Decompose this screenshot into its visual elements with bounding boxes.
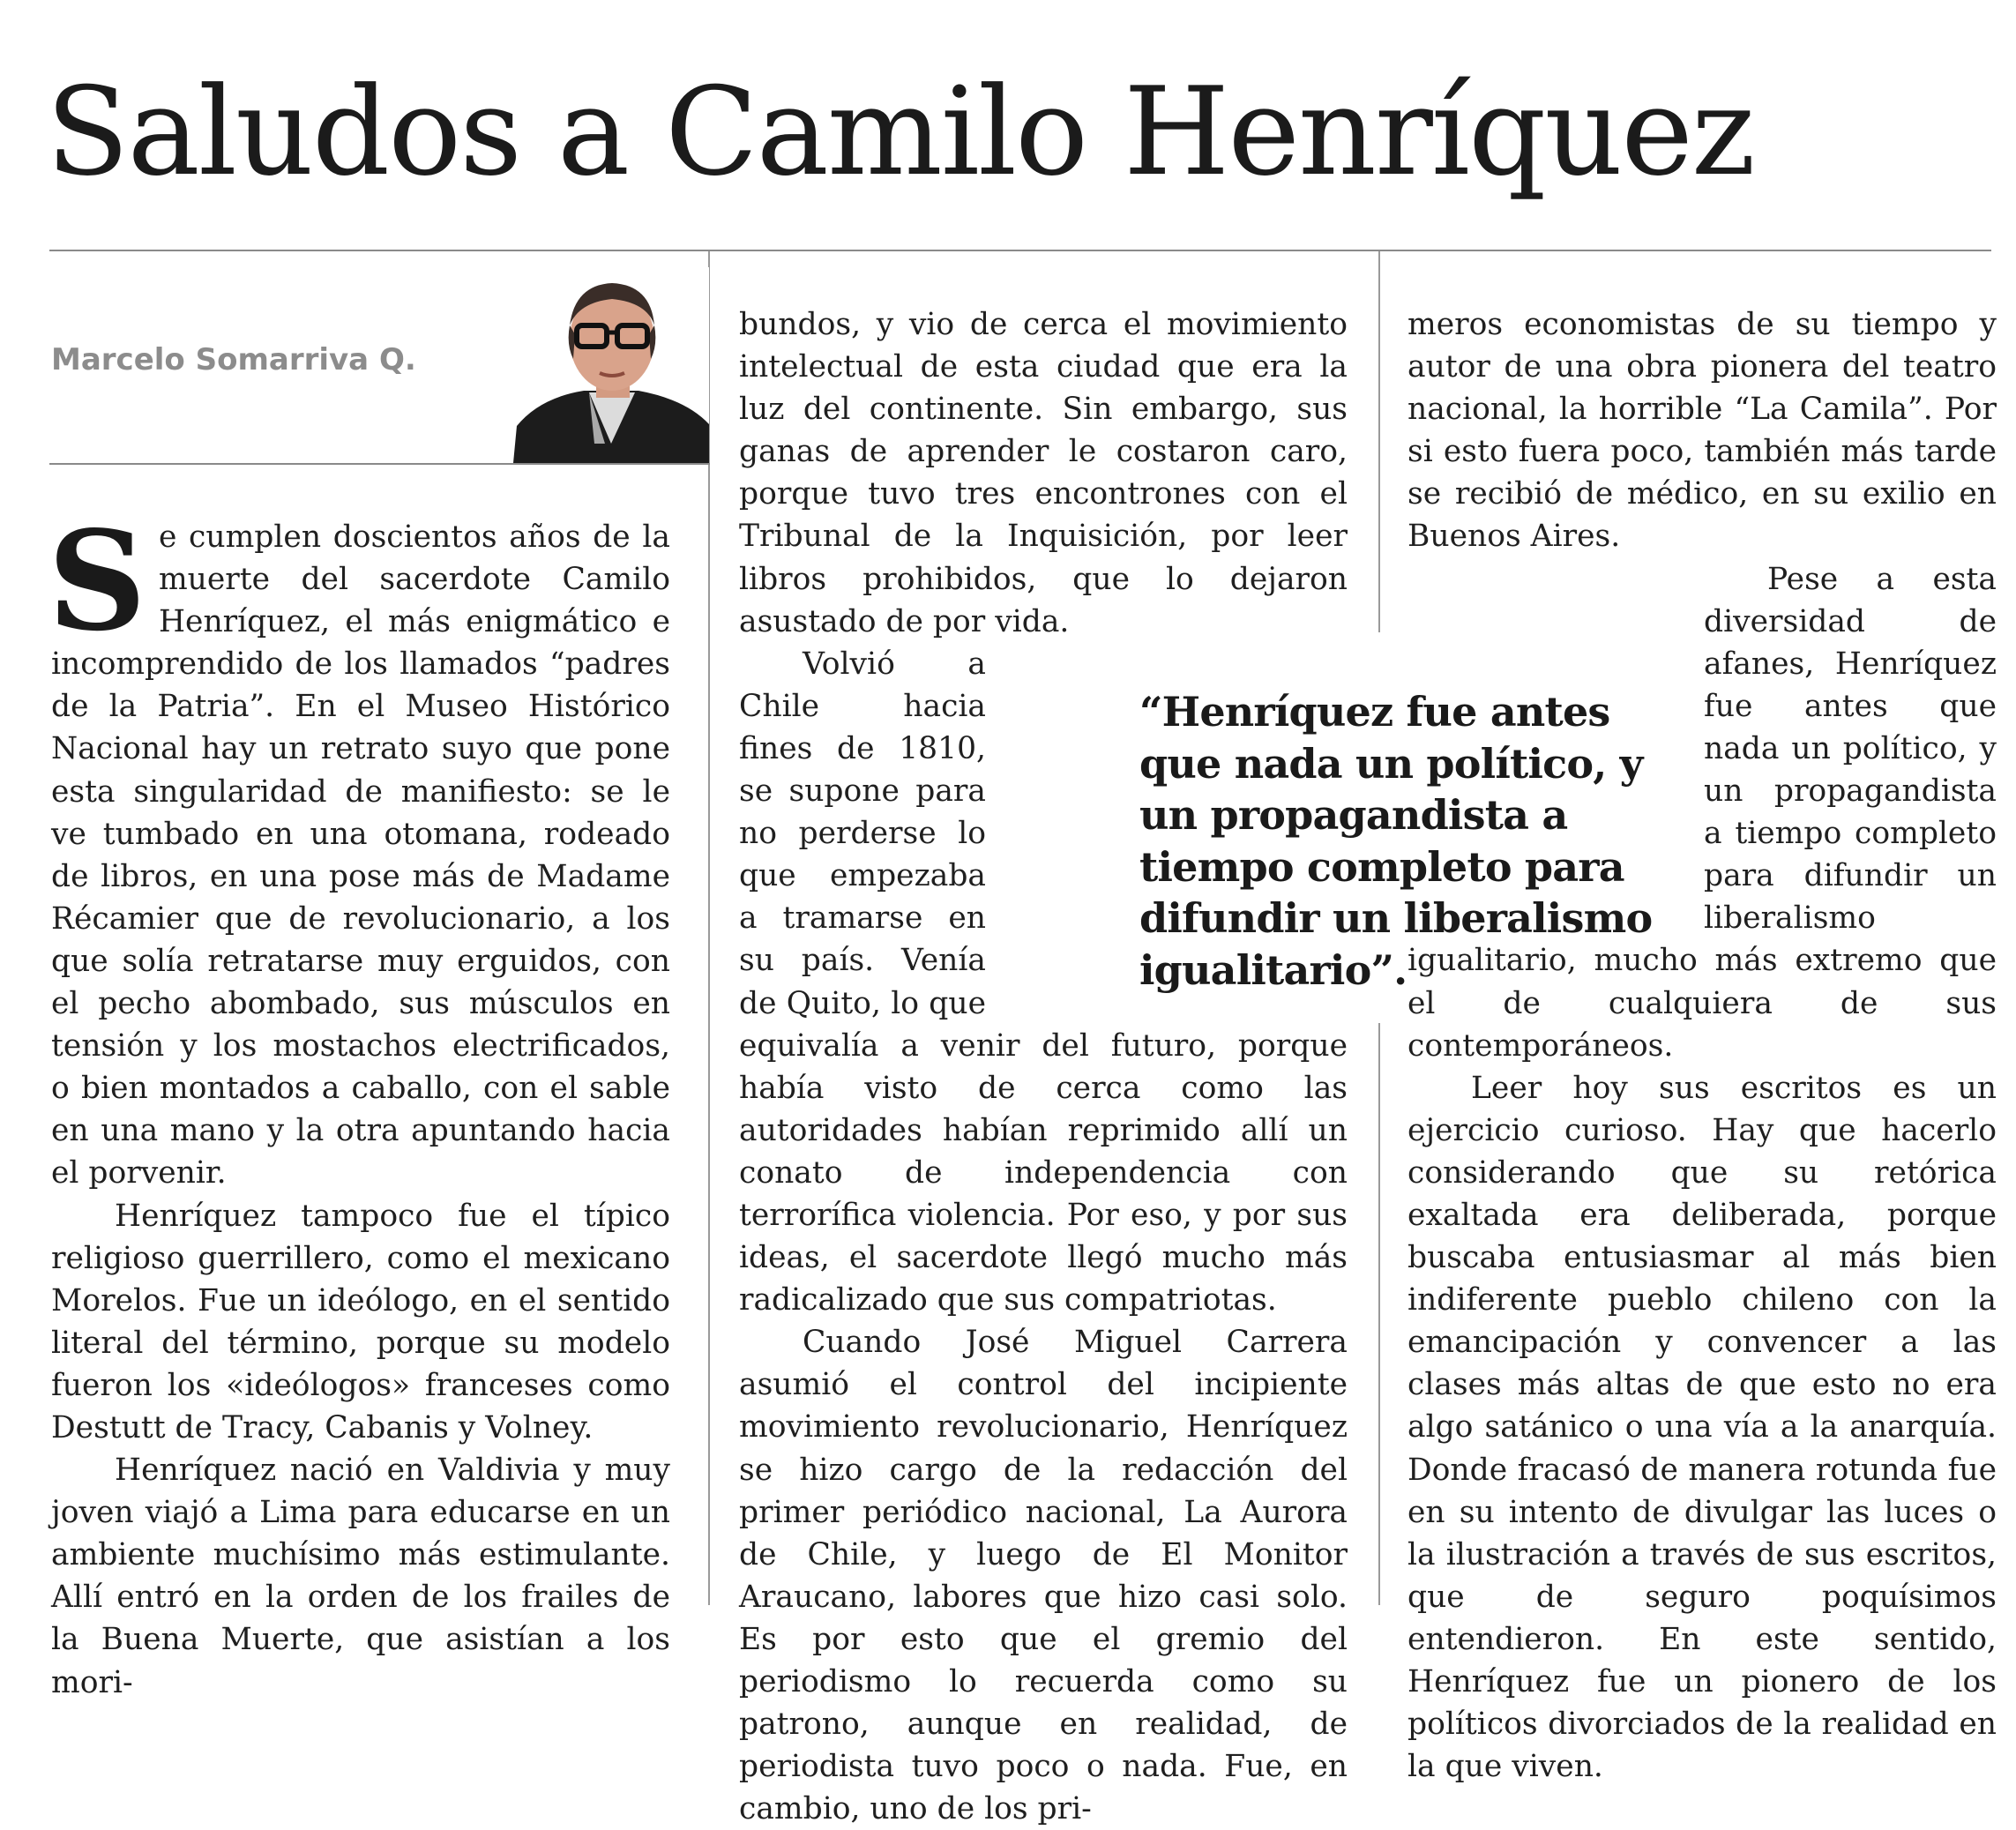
column-divider-2-bottom bbox=[1378, 1023, 1380, 1605]
byline-divider bbox=[49, 463, 710, 465]
paragraph-2-1: bundos, y vio de cerca el movimiento intelectual de esta ciudad que era la luz del continente. Sin embargo, sus ganas de aprender le costaron caro, porque tuvo tres encontrones con el Tribunal de la Inquisición, por leer libros prohibidos, que lo dejaron asustado de por vida. bbox=[739, 307, 1348, 639]
paragraph-1-1-text: e cumplen doscientos años de la muerte del sacerdote Camilo Henríquez, el más enigmático e incomprendido de los llamados “padres de la Patria”. En el Museo Histórico Nacional hay un retrato suyo que pone esta singularidad de manifiesto: se le ve tumbado en una otomana, rodeado de libros, en una pose más de Madame Récamier que de revolucionario, a los que solía retratarse muy erguidos, con el pecho abombado, sus músculos en tensión y los mostachos electrificados, o bien montados a caballo, con el sable en una mano y la otra apuntando hacia el porvenir. bbox=[51, 519, 670, 1191]
column-divider-2-top bbox=[1378, 251, 1380, 632]
article-headline: Saludos a Camilo Henríquez bbox=[46, 61, 1754, 203]
column-2 bbox=[739, 303, 1348, 1830]
author-portrait bbox=[513, 267, 709, 463]
column-1 bbox=[48, 500, 670, 1704]
paragraph-1-1 bbox=[48, 500, 670, 1195]
paragraph-2-3: Cuando José Miguel Carrera asumió el control del incipiente movimiento revolucionario, Henríquez se hizo cargo de la redacción del primer periódico nacional, La Aurora de Chile, y luego de El Monitor Araucano, labores que hizo casi solo. Es por esto que el gremio del periodismo lo recuerda como su patrono, aunque en realidad, de periodista tuvo poco o nada. Fue, en cambio, uno de los pri- bbox=[739, 1325, 1348, 1827]
paragraph-1-2: Henríquez tampoco fue el típico religioso guerrillero, como el mexicano Morelos. Fue un ideólogo, en el sentido literal del término, porque su modelo fueron los «ideólogos» franceses como Destutt de Tracy, Cabanis y Volney. bbox=[51, 1198, 670, 1445]
pull-quote: “Henríquez fue antes que nada un político, y un propagandista a tiempo completo para difundir un liberalismo igualitario”. bbox=[1139, 688, 1653, 994]
column-3 bbox=[1407, 303, 1997, 1788]
paragraph-2-2-text: Volvió a Chile hacia fines de 1810, se supone para no perderse lo que empezaba a tramarse en su país. Venía de Quito, lo que equivalía a venir del futuro, porque había visto de cerca como las autoridades habían reprimido allí un conato de independencia con terrorífica violencia. Por eso, y por sus ideas, el sacerdote llegó mucho más radicalizado que sus compatriotas. bbox=[739, 646, 1348, 1318]
author-byline: Marcelo Somarriva Q. bbox=[51, 342, 416, 377]
author-portrait-illustration bbox=[513, 267, 709, 463]
paragraph-3-3: Leer hoy sus escritos es un ejercicio curioso. Hay que hacerlo considerando que su retórica exaltada era deliberada, porque buscaba entusiasmar al más bien indiferente pueblo chileno con la emancipación y convencer a las clases más altas de que esto no era algo satánico o una vía a la anarquía. Donde fracasó de manera rotunda fue en su intento de divulgar las luces o la ilustración a través de sus escritos, que de seguro poquísimos entendieron. En este sentido, Henríquez fue un pionero de los políticos divorciados de la realidad en la que viven. bbox=[1407, 1070, 1997, 1785]
drop-cap: S bbox=[48, 500, 146, 661]
header-divider bbox=[49, 250, 1991, 251]
paragraph-3-1: meros economistas de su tiempo y autor de una obra pionera del teatro nacional, la horrible “La Camila”. Por si esto fuera poco, también más tarde se recibió de médico, en su exilio en Buenos Aires. bbox=[1407, 307, 1997, 555]
paragraph-3-2-text: Pese a esta diversidad de afanes, Henríquez fue antes que nada un político, y un propagandista a tiempo completo para difundir un liberalismo igualitario, mucho más extremo que el de cualquiera de sus contemporáneos. bbox=[1407, 561, 1997, 1064]
paragraph-1-3: Henríquez nació en Valdivia y muy joven viajó a Lima para educarse en un ambiente muchísimo más estimulante. Allí entró en la orden de los frailes de la Buena Muerte, que asistían a los mori- bbox=[51, 1453, 670, 1700]
